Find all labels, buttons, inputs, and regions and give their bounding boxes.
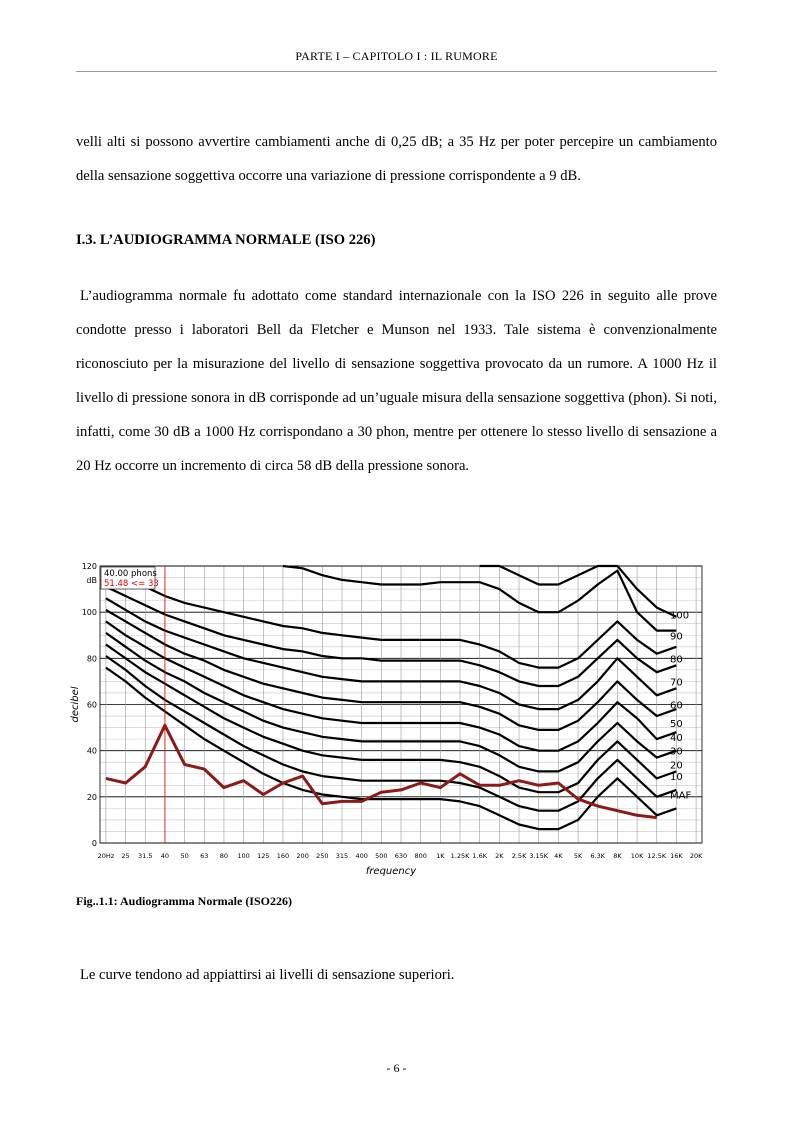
x-tick-label: 12.5K (647, 852, 667, 860)
x-tick-label: 400 (355, 852, 368, 860)
x-tick-label: 16K (670, 852, 683, 860)
y-unit-label: dB (86, 575, 97, 585)
curve-label: MAF (670, 790, 692, 802)
paragraph-closing: Le curve tendono ad appiattirsi ai livelli di sensazione superiori. (80, 967, 455, 983)
x-tick-label: 40 (160, 852, 170, 860)
x-tick-label: 8K (613, 852, 622, 860)
readout-line-1: 40.00 phons (104, 569, 157, 579)
y-axis-title: decibel (70, 686, 81, 723)
grid (100, 566, 702, 843)
curve-label: 40 (670, 732, 683, 744)
paragraph-lead: velli alti si possono avvertire cambiamenti anche di 0,25 dB; a 35 Hz per poter percepire un cambiamento della sensazione soggettiva occorre una variazione di pressione corrispondente a 9 dB. (76, 134, 717, 184)
x-tick-label: 80 (219, 852, 229, 860)
curve-label: 60 (670, 700, 683, 712)
readout-box (101, 567, 159, 589)
x-tick-label: 63 (200, 852, 209, 860)
x-tick-label: 50 (180, 852, 189, 860)
x-tick-label: 250 (316, 852, 329, 860)
curve-label: 90 (670, 631, 683, 643)
x-tick-label: 31.5 (138, 852, 153, 860)
x-tick-label: 1K (436, 852, 445, 860)
paragraph-body: L’audiogramma normale fu adottato come standard internazionale con la ISO 226 in seguito alle prove condotte presso i laboratori Bell da Fletcher e Munson nel 1933. Tale sistema è convenzionalmente riconosciuto per la misurazione del livello di sensazione soggettiva provocato da un rumore. A 1000 Hz il livello di pressione sonora in dB corrisponde ad un’uguale misura della sensazione soggettiva (phon). Si noti, infatti, come 30 dB a 1000 Hz corrispondano a 30 phon, mentre per ottenere lo stesso livello di sensazione a 20 Hz occorre un incremento di circa 58 dB della pressione sonora. (76, 288, 717, 474)
header-rule (76, 71, 717, 72)
curve-10 (106, 656, 677, 811)
x-tick-label: 125 (257, 852, 270, 860)
page-number: - 6 - (386, 1061, 407, 1075)
x-tick-label: 1.6K (472, 852, 487, 860)
curve-label: 50 (670, 718, 683, 730)
figure-caption: Fig..1.1: Audiogramma Normale (ISO226) (76, 894, 292, 908)
y-tick-label: 20 (86, 792, 97, 802)
curve-20 (106, 645, 677, 793)
curve-label: 10 (670, 772, 683, 784)
readout-line-2: 51.48 <= 33 (104, 579, 159, 589)
x-tick-label: 160 (276, 852, 290, 860)
x-axis-title: frequency (365, 866, 417, 877)
running-header: PARTE I – CAPITOLO I : IL RUMORE (295, 49, 498, 63)
x-tick-label: 800 (414, 852, 427, 860)
x-tick-label: 6.3K (590, 852, 606, 860)
figure-audiogram (68, 556, 708, 881)
curve-label: 30 (670, 746, 683, 758)
y-tick-label: 60 (86, 700, 97, 710)
axes (70, 562, 703, 877)
audiogram-chart (68, 556, 708, 881)
x-tick-label: 10K (630, 852, 644, 860)
curve-label: 20 (670, 760, 683, 772)
section-heading: I.3. L’AUDIOGRAMMA NORMALE (ISO 226) (76, 232, 376, 248)
x-tick-label: 4K (554, 852, 563, 860)
x-tick-label: 5K (573, 852, 583, 860)
x-tick-label: 200 (296, 852, 309, 860)
curve-label: 100 (670, 610, 690, 622)
y-tick-label: 0 (91, 839, 97, 848)
x-tick-label: 2.5K (511, 852, 527, 860)
y-tick-label: 40 (86, 746, 97, 756)
x-tick-label: 2K (495, 852, 504, 860)
y-tick-label: 120 (81, 562, 97, 571)
curve-label: 80 (670, 654, 683, 666)
curve-60 (106, 598, 677, 709)
y-tick-label: 80 (86, 654, 97, 664)
x-tick-label: 315 (335, 852, 349, 860)
x-tick-label: 25 (121, 852, 130, 860)
x-tick-label: 100 (237, 852, 250, 860)
curve-label: 70 (670, 677, 683, 689)
x-tick-label: 500 (375, 852, 388, 860)
curve-labels (670, 610, 691, 801)
x-tick-label: 3.15K (529, 852, 549, 860)
x-tick-label: 1.25K (450, 852, 470, 860)
x-tick-label: 20Hz (97, 852, 115, 860)
y-tick-label: 100 (81, 608, 97, 618)
x-tick-label: 20K (689, 852, 703, 860)
x-tick-label: 630 (394, 852, 408, 860)
